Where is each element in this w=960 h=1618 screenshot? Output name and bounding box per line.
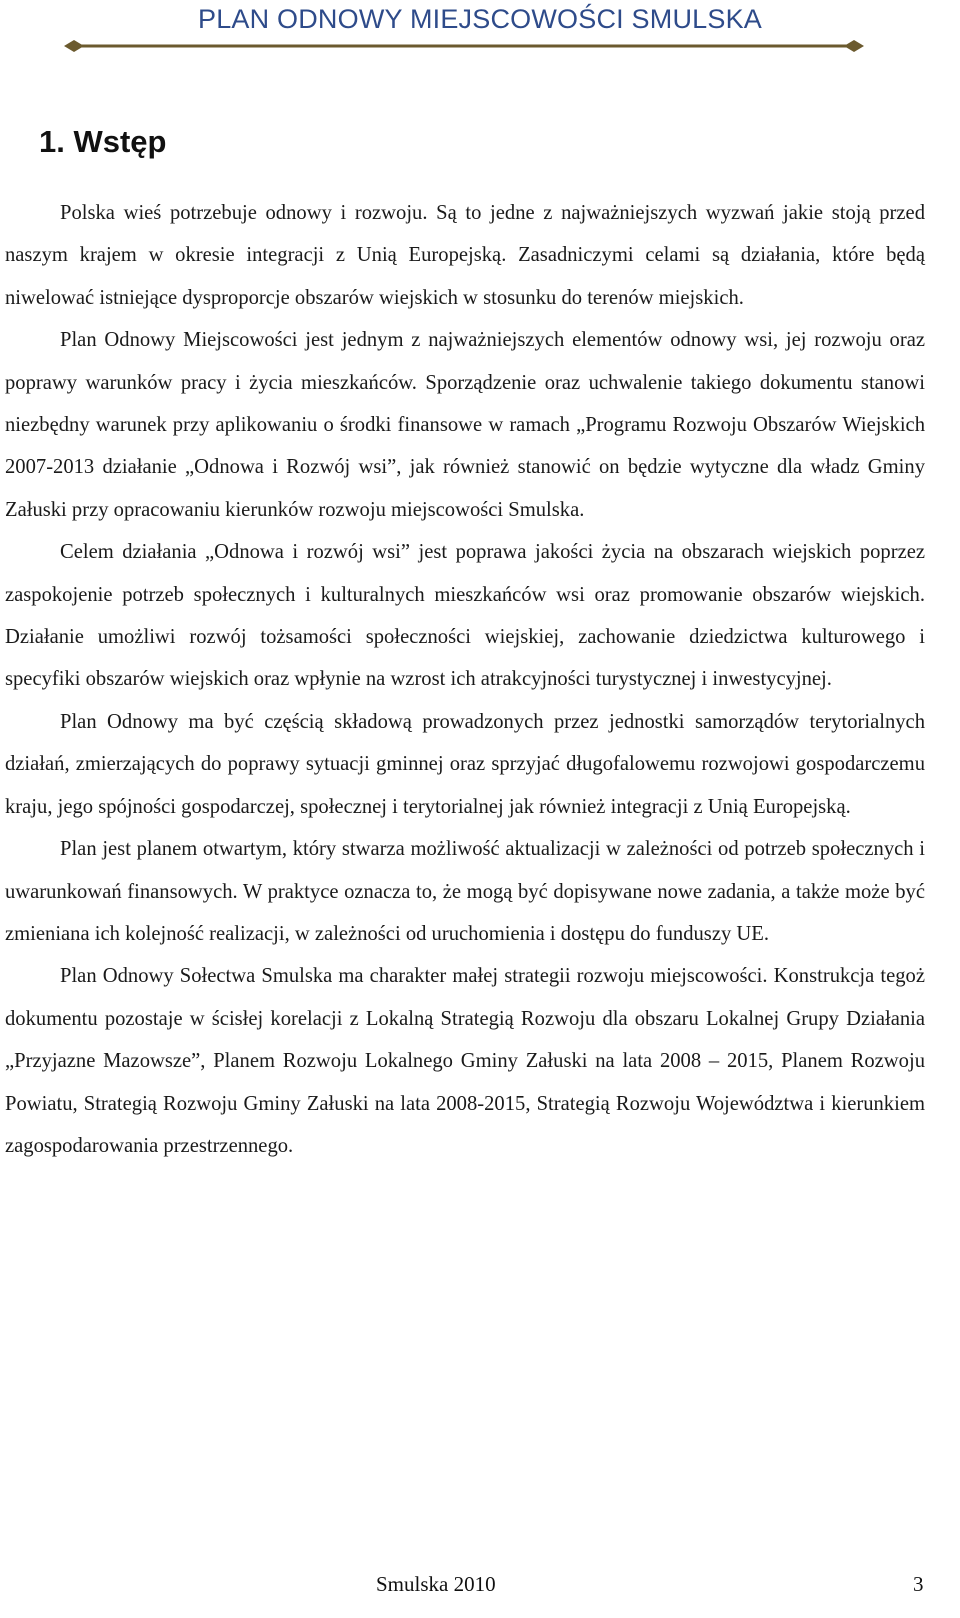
header-title: PLAN ODNOWY MIEJSCOWOŚCI SMULSKA [198,4,762,34]
page-number: 3 [913,1572,924,1596]
section-heading: 1. Wstęp [39,124,167,159]
paragraph: Plan jest planem otwartym, który stwarza możliwość aktualizacji w zależności od potrzeb społecznych i uwarunkowań finansowych. W praktyce oznacza to, że mogą być dopisywane nowe zadania, a także może być zmieniana ich kolejność realizacji, w zależności od uruchomienia i dostępu do funduszy UE. [5,838,925,945]
paragraph: Polska wieś potrzebuje odnowy i rozwoju. Są to jedne z najważniejszych wyzwań jakie stoją przed naszym krajem w okresie integracji z Unią Europejską. Zasadniczymi celami są działania, które będą niwelować istniejące dysproporcje obszarów wiejskich w stosunku do terenów miejskich. [5,202,925,309]
paragraph: Celem działania „Odnowa i rozwój wsi” jest poprawa jakości życia na obszarach wiejskich poprzez zaspokojenie potrzeb społecznych i kulturalnych mieszkańców wsi oraz promowanie obszarów wiejskich. Działanie umożliwi rozwój tożsamości społeczności wiejskiej, zachowanie dziedzictwa kulturowego i specyfiki obszarów wiejskich oraz wpłynie na wzrost ich atrakcyjności turystycznej i inwestycyjnej. [5,541,925,691]
paragraph: Plan Odnowy ma być częścią składową prowadzonych przez jednostki samorządów terytorialnych działań, zmierzających do poprawy sytuacji gminnej oraz sprzyjać długofalowemu rozwojowi gospodarczemu kraju, jego spójności gospodarczej, społecznej i terytorialnej jak również integracji z Unią Europejską. [5,710,925,818]
paragraph: Plan Odnowy Sołectwa Smulska ma charakter małej strategii rozwoju miejscowości. Konstrukcja tegoż dokumentu pozostaje w ścisłej korelacji z Lokalną Strategią Rozwoju dla obszaru Lokalnej Grupy Działania „Przyjazne Mazowsze”, Planem Rozwoju Lokalnego Gminy Załuski na lata 2008 – 2015, Planem Rozwoju Powiatu, Strategią Rozwoju Gminy Załuski na lata 2008-2015, Strategią Rozwoju Województwa i kierunkiem zagospodarowania przestrzennego. [5,965,925,1157]
paragraph: Plan Odnowy Miejscowości jest jednym z najważniejszych elementów odnowy wsi, jej rozwoju oraz poprawy warunków pracy i życia mieszkańców. Sporządzenie oraz uchwalenie takiego dokumentu stanowi niezbędny warunek przy aplikowaniu o środki finansowe w ramach „Programu Rozwoju Obszarów Wiejskich 2007-2013 działanie „Odnowa i Rozwój wsi”, jak również stanowić on będzie wytyczne dla władz Gminy Załuski przy opracowaniu kierunków rozwoju miejscowości Smulska. [5,329,925,521]
footer-text: Smulska 2010 [376,1572,496,1596]
body-text [5,192,925,1167]
header-divider [64,34,864,58]
